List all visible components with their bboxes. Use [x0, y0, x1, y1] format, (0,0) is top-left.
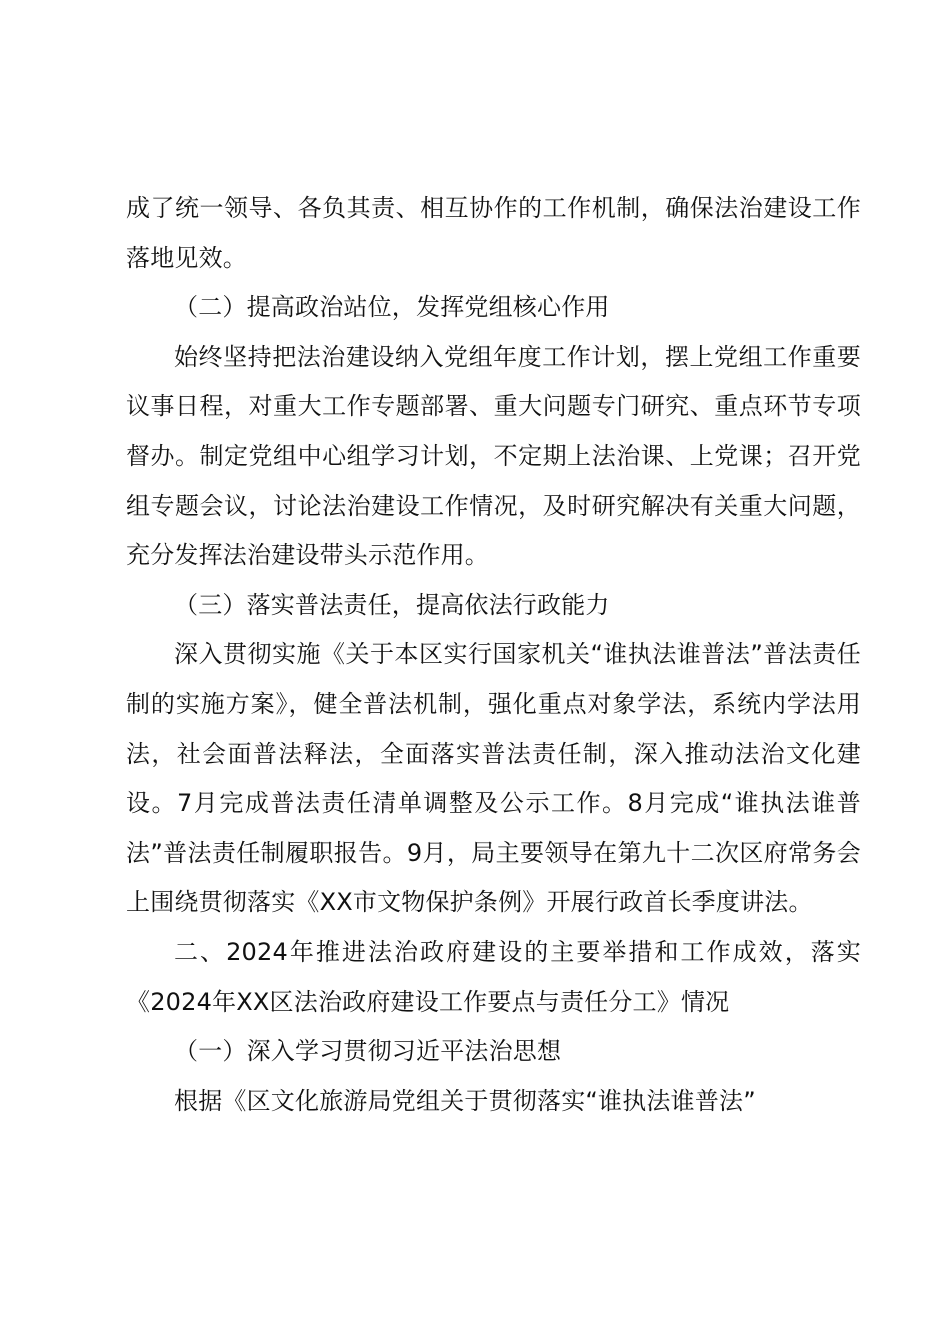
section-heading-1: （一）深入学习贯彻习近平法治思想	[174, 1037, 562, 1066]
section-heading-2: （二）提高政治站位，发挥党组核心作用	[174, 293, 610, 322]
paragraph-continuation: 成了统一领导、各负其责、相互协作的工作机制，确保法治建设工作落地见效。	[126, 194, 861, 272]
paragraph-last: 根据《区文化旅游局党组关于贯彻落实“谁执法谁普法”	[174, 1086, 756, 1115]
section-title-two: 二、2024年推进法治政府建设的主要举措和工作成效，落实《2024年XX区法治政府建设工作要点与责任分工》情况	[126, 937, 861, 1016]
paragraph-party-core-role: 始终坚持把法治建设纳入党组年度工作计划，摆上党组工作重要议事日程，对重大工作专题部署、重大问题专门研究、重点环节专项督办。制定党组中心组学习计划，不定期上法治课、上党课；召开党组专题会议，讨论法治建设工作情况，及时研究解决有关重大问题，充分发挥法治建设带头示范作用。	[126, 342, 861, 570]
document-body	[126, 184, 861, 1126]
section-heading-3: （三）落实普法责任，提高依法行政能力	[174, 590, 610, 619]
paragraph-legal-education: 深入贯彻实施《关于本区实行国家机关“谁执法谁普法”普法责任制的实施方案》，健全普法机制，强化重点对象学法，系统内学法用法，社会面普法释法，全面落实普法责任制，深入推动法治文化建设。7月完成普法责任清单调整及公示工作。8月完成“谁执法谁普法”普法责任制履职报告。9月，局主要领导在第九十二次区府常务会上围绕贯彻落实《XX市文物保护条例》开展行政首长季度讲法。	[126, 640, 861, 917]
